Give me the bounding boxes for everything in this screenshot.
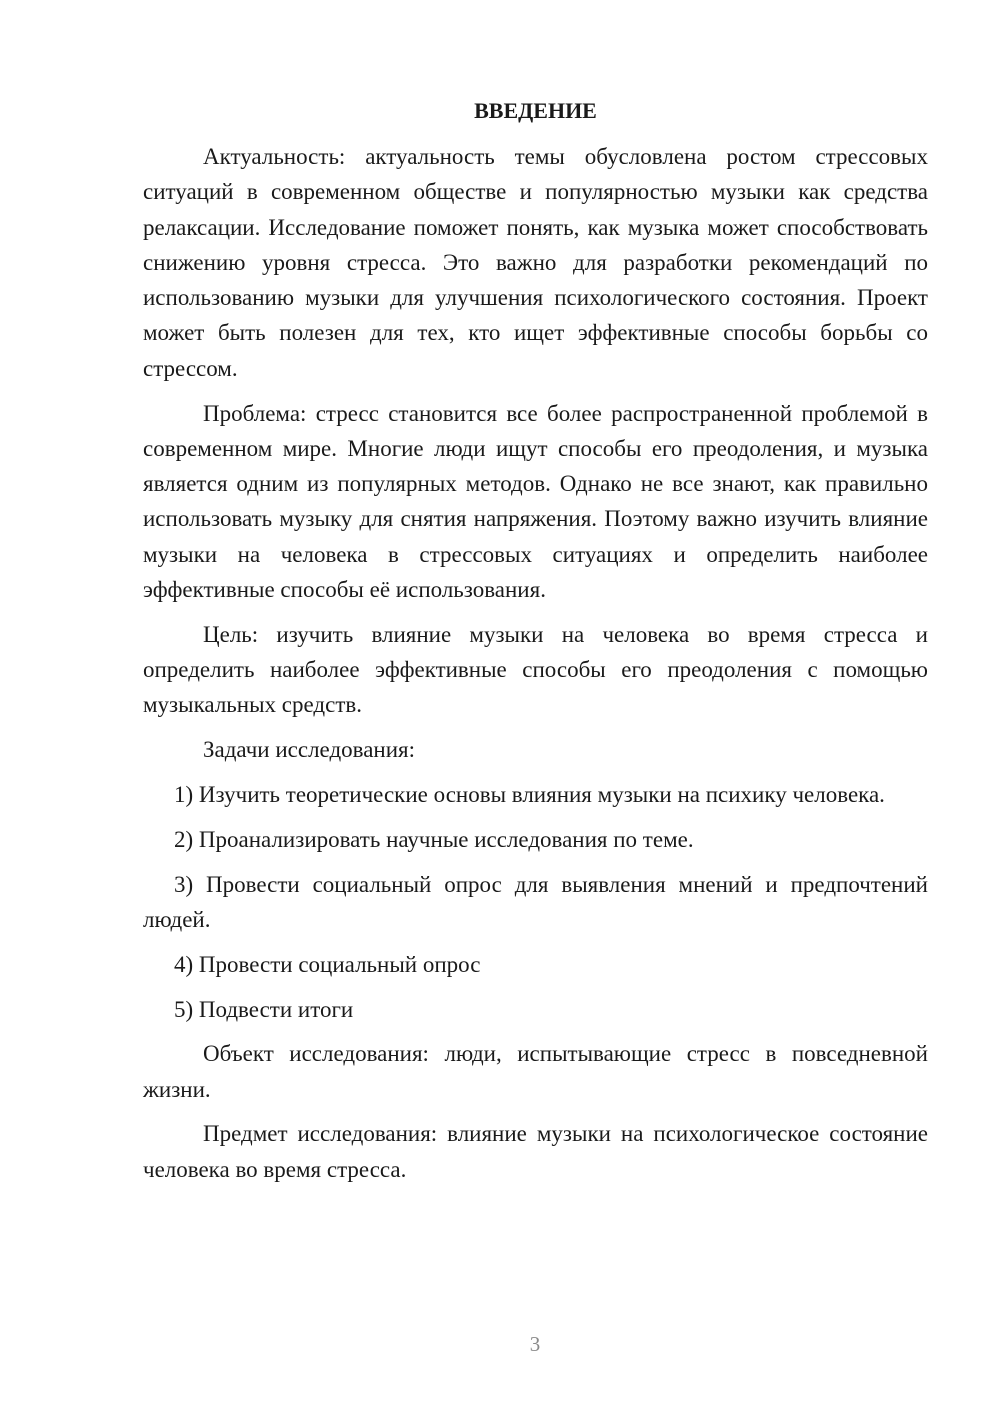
list-item-task-5: 5) Подвести итоги: [174, 996, 354, 1022]
paragraph-problem: Проблема: стресс становится все более распространенной проблемой в современном мире. Многие люди ищут способы его преодоления, и музыка является одним из популярных методов. Однако не все знают, как правильно использовать музыку для снятия напряжения. Поэтому важно изучить влияние музыки на человека в стрессовых ситуациях и определить наиболее эффективные способы её использования.: [143, 400, 928, 603]
section-heading: ВВЕДЕНИЕ: [474, 98, 597, 123]
paragraph-research-object: Объект исследования: люди, испытывающие стресс в повседневной жизни.: [143, 1041, 928, 1102]
list-item-task-3: 3) Провести социальный опрос для выявления мнений и предпочтений людей.: [143, 871, 928, 932]
list-item-task-4: 4) Провести социальный опрос: [174, 951, 481, 977]
paragraph-tasks-heading: Задачи исследования:: [203, 737, 416, 763]
list-item-task-1: 1) Изучить теоретические основы влияния музыки на психику человека.: [174, 782, 885, 808]
paragraph-goal: Цель: изучить влияние музыки на человека во время стресса и определить наиболее эффективные способы его преодоления с помощью музыкальных средств.: [143, 621, 928, 718]
paragraph-research-subject: Предмет исследования: влияние музыки на психологическое состояние человека во время стресса.: [143, 1121, 928, 1182]
list-item-task-2: 2) Проанализировать научные исследования по теме.: [174, 826, 694, 852]
page-number: 3: [529, 1332, 541, 1356]
paragraph-relevance: Актуальность: актуальность темы обусловлена ростом стрессовых ситуаций в современном обществе и популярностью музыки как средства релаксации. Исследование поможет понять, как музыка может способствовать снижению уровня стресса. Это важно для разработки рекомендаций по использованию музыки для улучшения психологического состояния. Проект может быть полезен для тех, кто ищет эффективные способы борьбы со стрессом.: [143, 144, 928, 381]
document-page: [143, 95, 928, 1197]
